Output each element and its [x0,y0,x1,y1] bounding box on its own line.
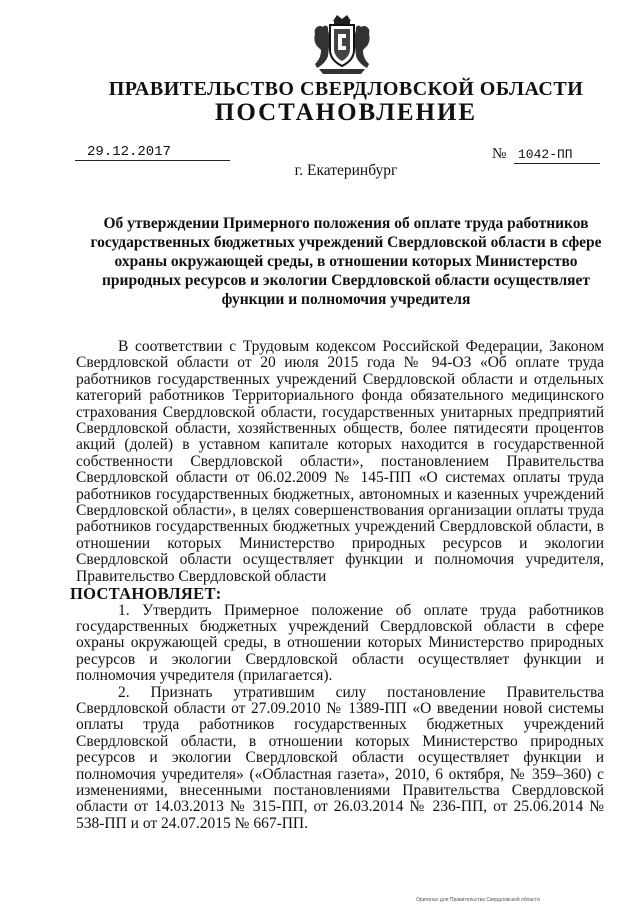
city: г. Екатеринбург [294,162,398,179]
number-sign: № [492,146,507,162]
document-subject: Об утверждении Примерного положения об оплате труда работников государственных бюджетных учреждений Свердловской области в сфере охраны окружающей среды, в отношении которых Министерство природных ресурсов и экологии Свердловской области осуществляет функции и полномочия учредителя [90,215,602,308]
document-type: ПОСТАНОВЛЕНИЕ [214,99,478,126]
item-1-paragraph: 1. Утвердить Примерное положение об оплате труда работников государственных бюджетных учреждений Свердловской области в сфере охраны окружающей среды, в отношении которых Министерство природных ресурсов и экологии Свердловской области осуществляет функции и полномочия учредителя (прилагается). [76,601,604,685]
document-date: 29.12.2017 [75,144,230,161]
footer-watermark: Оригинал для Правительства Свердловской области [416,897,540,903]
preamble-paragraph: В соответствии с Трудовым кодексом Российской Федерации, Законом Свердловской области от 20 июля 2015 года № 94-ОЗ «Об оплате труда работников государственных учреждений Свердловской области и отдельных категорий работников Территориального фонда обязательного медицинского страхования Свердловской области, государственных унитарных предприятий Свердловской области, хозяйственных обществ, более пятидесяти процентов акций (долей) в уставном капитале которых находится в государственной собственности Свердловской области», постановлением Правительства Свердловской области от 06.02.2009 № 145-ПП «О системах оплаты труда работников государственных бюджетных, автономных и казенных учреждений Свердловской области», в целях совершенствования организации оплаты труда работников государственных бюджетных учреждений Свердловской области, в отношении которых Министерство природных ресурсов и экологии Свердловской области осуществляет функции и полномочия учредителя, Правительство Свердловской области [76,338,604,585]
government-title: ПРАВИТЕЛЬСТВО СВЕРДЛОВСКОЙ ОБЛАСТИ [108,78,584,100]
decree-word: ПОСТАНОВЛЯЕТ: [70,584,222,604]
number-value: 1042-ПП [514,147,600,164]
document-body [70,338,604,832]
item-2-paragraph: 2. Признать утратившим силу постановление Правительства Свердловской области от 27.09.2010 № 1389-ПП «О введении новой системы оплаты труда работников государственных бюджетных учреждений Свердловской области, в отношении которых Министерство природных ресурсов и экологии Свердловской области осуществляет функции и полномочия учредителя» («Областная газета», 2010, 6 октября, № 359–360) с изменениями, внесенными постановлениями Правительства Свердловской области от 14.03.2013 № 315-ПП, от 26.03.2014 № 236-ПП, от 25.06.2014 № 538-ПП и от 24.07.2015 № 667-ПП. [76,683,604,832]
coat-of-arms-icon [311,12,373,76]
